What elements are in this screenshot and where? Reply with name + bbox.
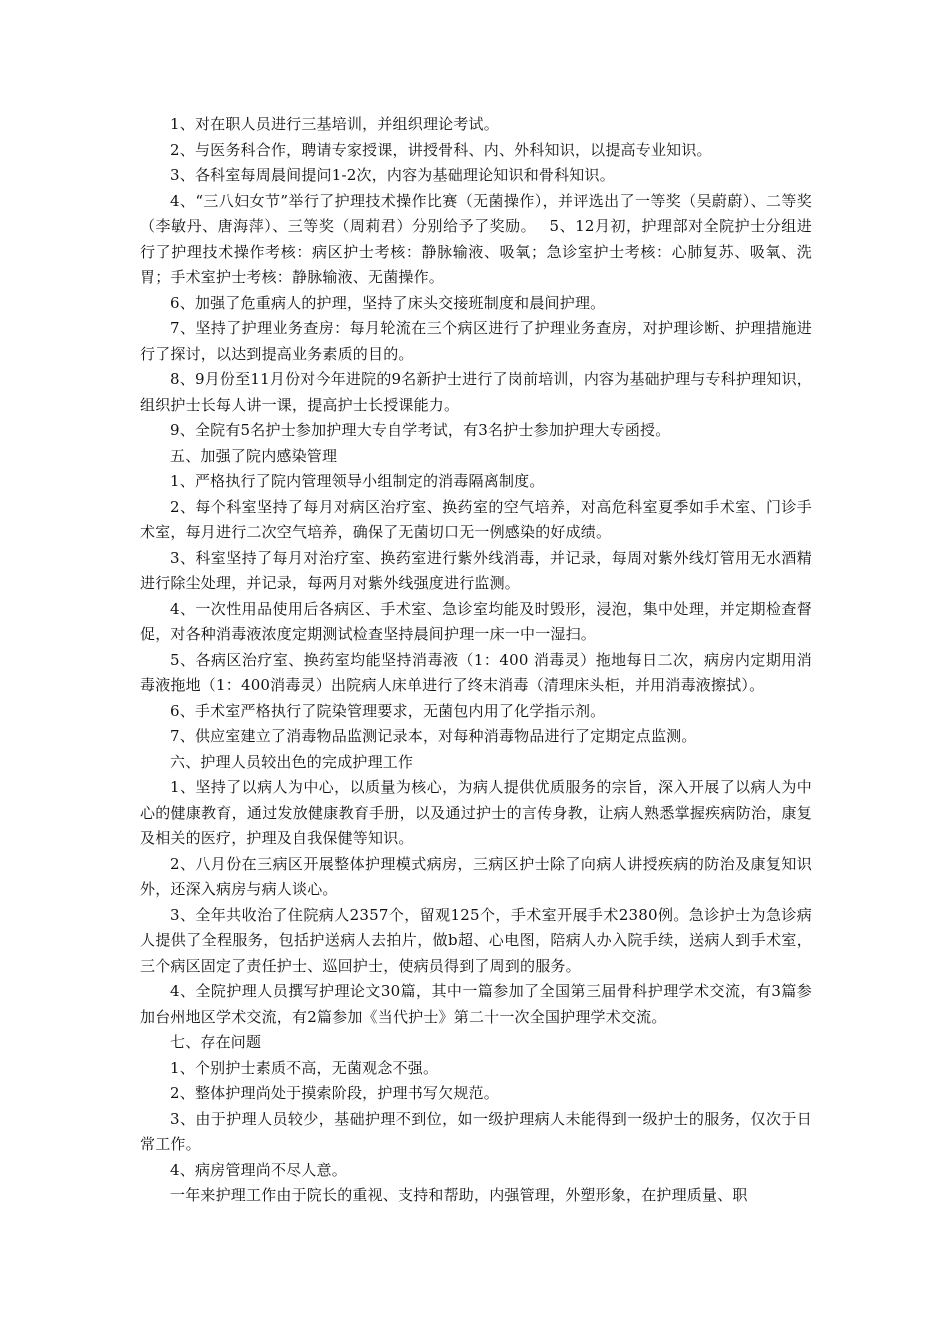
paragraph: 9、全院有5名护士参加护理大专自学考试，有3名护士参加护理大专函授。 <box>170 421 671 439</box>
document-body <box>140 112 812 1209</box>
paragraph: 1、坚持了以病人为中心，以质量为核心，为病人提供优质服务的宗旨，深入开展了以病人为中心的健康教育，通过发放健康教育手册，以及通过护士的言传身教，让病人熟悉掌握疾病防治，康复及相关的医疗，护理及自我保健等知识。 <box>140 778 812 847</box>
paragraph: 一年来护理工作由于院长的重视、支持和帮助，内强管理，外塑形象，在护理质量、职 <box>170 1186 748 1204</box>
paragraph: 4、一次性用品使用后各病区、手术室、急诊室均能及时毁形，浸泡，集中处理，并定期检查督促，对各种消毒液浓度定期测试检查坚持晨间护理一床一中一湿扫。 <box>140 599 812 643</box>
paragraph: 2、与医务科合作，聘请专家授课，讲授骨科、内、外科知识，以提高专业知识。 <box>170 140 712 159</box>
section-heading: 六、护理人员较出色的完成护理工作 <box>170 752 414 771</box>
paragraph: 4、病房管理尚不尽人意。 <box>170 1160 347 1179</box>
paragraph: 6、手术室严格执行了院染管理要求，无菌包内用了化学指示剂。 <box>170 701 606 720</box>
paragraph: 3、各科室每周晨间提问1-2次，内容为基础理论知识和骨科知识。 <box>170 166 615 184</box>
paragraph: 1、对在职人员进行三基培训，并组织理论考试。 <box>170 115 499 133</box>
section-heading: 五、加强了院内感染管理 <box>170 446 338 465</box>
paragraph: 2、每个科室坚持了每月对病区治疗室、换药室的空气培养，对高危科室夏季如手术室、门诊手术室，每月进行二次空气培养，确保了无菌切口无一例感染的好成绩。 <box>140 497 812 541</box>
paragraph: 8、9月份至11月份对今年进院的9名新护士进行了岗前培训，内容为基础护理与专科护理知识，组织护士长每人讲一课，提高护士长授课能力。 <box>140 370 812 414</box>
paragraph: 1、个别护士素质不高，无菌观念不强。 <box>170 1058 439 1077</box>
paragraph: 1、严格执行了院内管理领导小组制定的消毒隔离制度。 <box>170 472 545 490</box>
paragraph: 7、坚持了护理业务查房：每月轮流在三个病区进行了护理业务查房，对护理诊断、护理措施进行了探讨，以达到提高业务素质的目的。 <box>140 319 812 363</box>
paragraph: 3、全年共收治了住院病人2357个，留观125个，手术室开展手术2380例。急诊护士为急诊病人提供了全程服务，包括护送病人去拍片，做b超、心电图，陪病人办入院手续，送病人到手术室，三个病区固定了责任护士、巡回护士，使病员得到了周到的服务。 <box>140 905 812 975</box>
paragraph: 3、科室坚持了每月对治疗室、换药室进行紫外线消毒，并记录，每周对紫外线灯管用无水酒精进行除尘处理，并记录，每两月对紫外线强度进行监测。 <box>140 548 812 592</box>
paragraph: 3、由于护理人员较少，基础护理不到位，如一级护理病人未能得到一级护士的服务，仅次于日常工作。 <box>140 1109 812 1153</box>
paragraph: 4、全院护理人员撰写护理论文30篇，其中一篇参加了全国第三届骨科护理学术交流，有3篇参加台州地区学术交流，有2篇参加《当代护士》第二十一次全国护理学术交流。 <box>140 982 812 1026</box>
paragraph: 5、各病区治疗室、换药室均能坚持消毒液（1：400 消毒灵）拖地每日二次，病房内定期用消毒液拖地（1：400消毒灵）出院病人床单进行了终末消毒（清理床头柜，并用消毒液擦拭）。 <box>140 650 812 694</box>
paragraph: 2、八月份在三病区开展整体护理模式病房，三病区护士除了向病人讲授疾病的防治及康复知识外，还深入病房与病人谈心。 <box>140 854 812 898</box>
paragraph: 6、加强了危重病人的护理，坚持了床头交接班制度和晨间护理。 <box>170 293 606 312</box>
paragraph: 4、“三八妇女节”举行了护理技术操作比赛（无菌操作），并评选出了一等奖（吴蔚蔚）、二等奖（李敏丹、唐海萍）、三等奖（周莉君）分别给予了奖励。 5、12月初，护理部对全院护士分组进行了护理技术操作考核：病区护士考核：静脉输液、吸氧；急诊室护士考核：心肺复苏、吸氧、洗胃；手术室护士考核：静脉输液、无菌操作。 <box>140 191 812 286</box>
section-heading: 七、存在问题 <box>170 1033 262 1051</box>
paragraph: 2、整体护理尚处于摸索阶段，护理书写欠规范。 <box>170 1084 499 1102</box>
paragraph: 7、供应室建立了消毒物品监测记录本，对每种消毒物品进行了定期定点监测。 <box>170 727 697 745</box>
